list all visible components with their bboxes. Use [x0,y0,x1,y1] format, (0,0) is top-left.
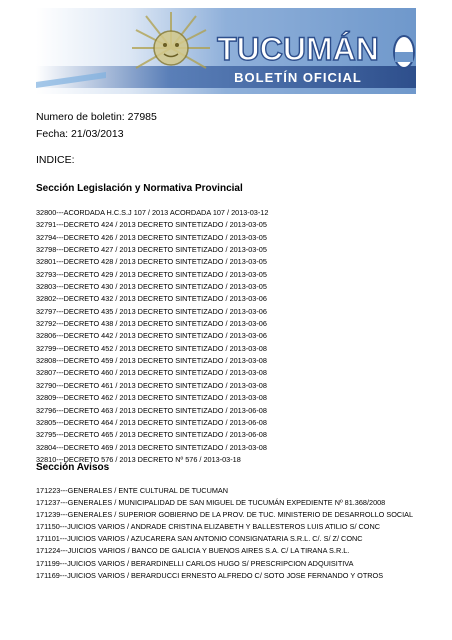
list-item[interactable]: 32796---DECRETO 463 / 2013 DECRETO SINTETIZADO / 2013-06-08 [36,405,267,415]
list-item[interactable]: 32802---DECRETO 432 / 2013 DECRETO SINTETIZADO / 2013-03-06 [36,294,267,304]
section-avisos-title: Sección Avisos [36,462,110,473]
list-item[interactable]: 32810---DECRETO 576 / 2013 DECRETO Nº 576 / 2013-03-18 [36,454,241,464]
coat-of-arms-icon [394,36,414,68]
index-heading: INDICE: [36,154,75,166]
banner-title: TUCUMÁN [217,31,379,67]
list-item[interactable]: 171223---GENERALES / ENTE CULTURAL DE TUCUMAN [36,486,229,495]
list-item[interactable]: 32800---ACORDADA H.C.S.J 107 / 2013 ACORDADA 107 / 2013-03-12 [36,208,269,217]
list-item[interactable]: 32793---DECRETO 429 / 2013 DECRETO SINTETIZADO / 2013-03-05 [36,269,267,279]
list-item[interactable]: 32791---DECRETO 424 / 2013 DECRETO SINTETIZADO / 2013-03-05 [36,220,267,230]
list-item[interactable]: 32808---DECRETO 459 / 2013 DECRETO SINTETIZADO / 2013-03-08 [36,356,267,366]
list-item[interactable]: 32806---DECRETO 442 / 2013 DECRETO SINTETIZADO / 2013-03-06 [36,331,267,341]
list-item[interactable]: 32798---DECRETO 427 / 2013 DECRETO SINTETIZADO / 2013-03-05 [36,245,267,255]
list-item[interactable]: 32795---DECRETO 465 / 2013 DECRETO SINTETIZADO / 2013-06-08 [36,430,267,440]
boletin-date: Fecha: 21/03/2013 [36,128,124,140]
list-item[interactable]: 32801---DECRETO 428 / 2013 DECRETO SINTETIZADO / 2013-03-05 [36,257,267,267]
list-item[interactable]: 171101---JUICIOS VARIOS / AZUCARERA SAN ANTONIO CONSIGNATARIA S.R.L. C/. S/ Z/ CONC [36,534,363,544]
list-item[interactable]: 32809---DECRETO 462 / 2013 DECRETO SINTETIZADO / 2013-03-08 [36,393,267,403]
list-item[interactable]: 32790---DECRETO 461 / 2013 DECRETO SINTETIZADO / 2013-03-08 [36,380,267,390]
avisos-list [36,485,416,582]
banner-subtitle: BOLETÍN OFICIAL [234,70,362,85]
list-item[interactable]: 171224---JUICIOS VARIOS / BANCO DE GALICIA Y BUENOS AIRES S.A. C/ LA TIRANA S.R.L. [36,546,350,556]
list-item[interactable]: 171199---JUICIOS VARIOS / BERARDINELLI CARLOS HUGO S/ PRESCRIPCION ADQUISITIVA [36,558,354,568]
header-banner [36,8,416,94]
list-item[interactable]: 32792---DECRETO 438 / 2013 DECRETO SINTETIZADO / 2013-03-06 [36,319,267,329]
list-item[interactable]: 171239---GENERALES / SUPERIOR GOBIERNO DE LA PROV. DE TUC. MINISTERIO DE DESARROLLO SOCIAL [36,510,414,520]
list-item[interactable]: 171150---JUICIOS VARIOS / ANDRADE CRISTINA ELIZABETH Y BALLESTEROS LUIS ATILIO S/ CONC [36,522,380,532]
list-item[interactable]: 32794---DECRETO 426 / 2013 DECRETO SINTETIZADO / 2013-03-05 [36,232,267,242]
list-item[interactable]: 32803---DECRETO 430 / 2013 DECRETO SINTETIZADO / 2013-03-05 [36,282,267,292]
list-item[interactable]: 32805---DECRETO 464 / 2013 DECRETO SINTETIZADO / 2013-06-08 [36,417,267,427]
legislacion-list [36,207,416,466]
list-item[interactable]: 32797---DECRETO 435 / 2013 DECRETO SINTETIZADO / 2013-03-06 [36,306,267,316]
section-legislacion-title: Sección Legislación y Normativa Provincial [36,183,243,194]
list-item[interactable]: 32807---DECRETO 460 / 2013 DECRETO SINTETIZADO / 2013-03-08 [36,368,267,378]
list-item[interactable]: 32804---DECRETO 469 / 2013 DECRETO SINTETIZADO / 2013-03-08 [36,442,267,452]
boletin-oficial-banner [36,8,416,94]
list-item[interactable]: 32799---DECRETO 452 / 2013 DECRETO SINTETIZADO / 2013-03-08 [36,343,267,353]
boletin-number: Numero de boletin: 27985 [36,111,157,123]
list-item[interactable]: 171169---JUICIOS VARIOS / BERARDUCCI ERNESTO ALFREDO C/ SOTO JOSE FERNANDO Y OTROS [36,570,384,580]
list-item[interactable]: 171237---GENERALES / MUNICIPALIDAD DE SAN MIGUEL DE TUCUMÁN EXPEDIENTE Nº 81.368/2008 [36,498,386,508]
